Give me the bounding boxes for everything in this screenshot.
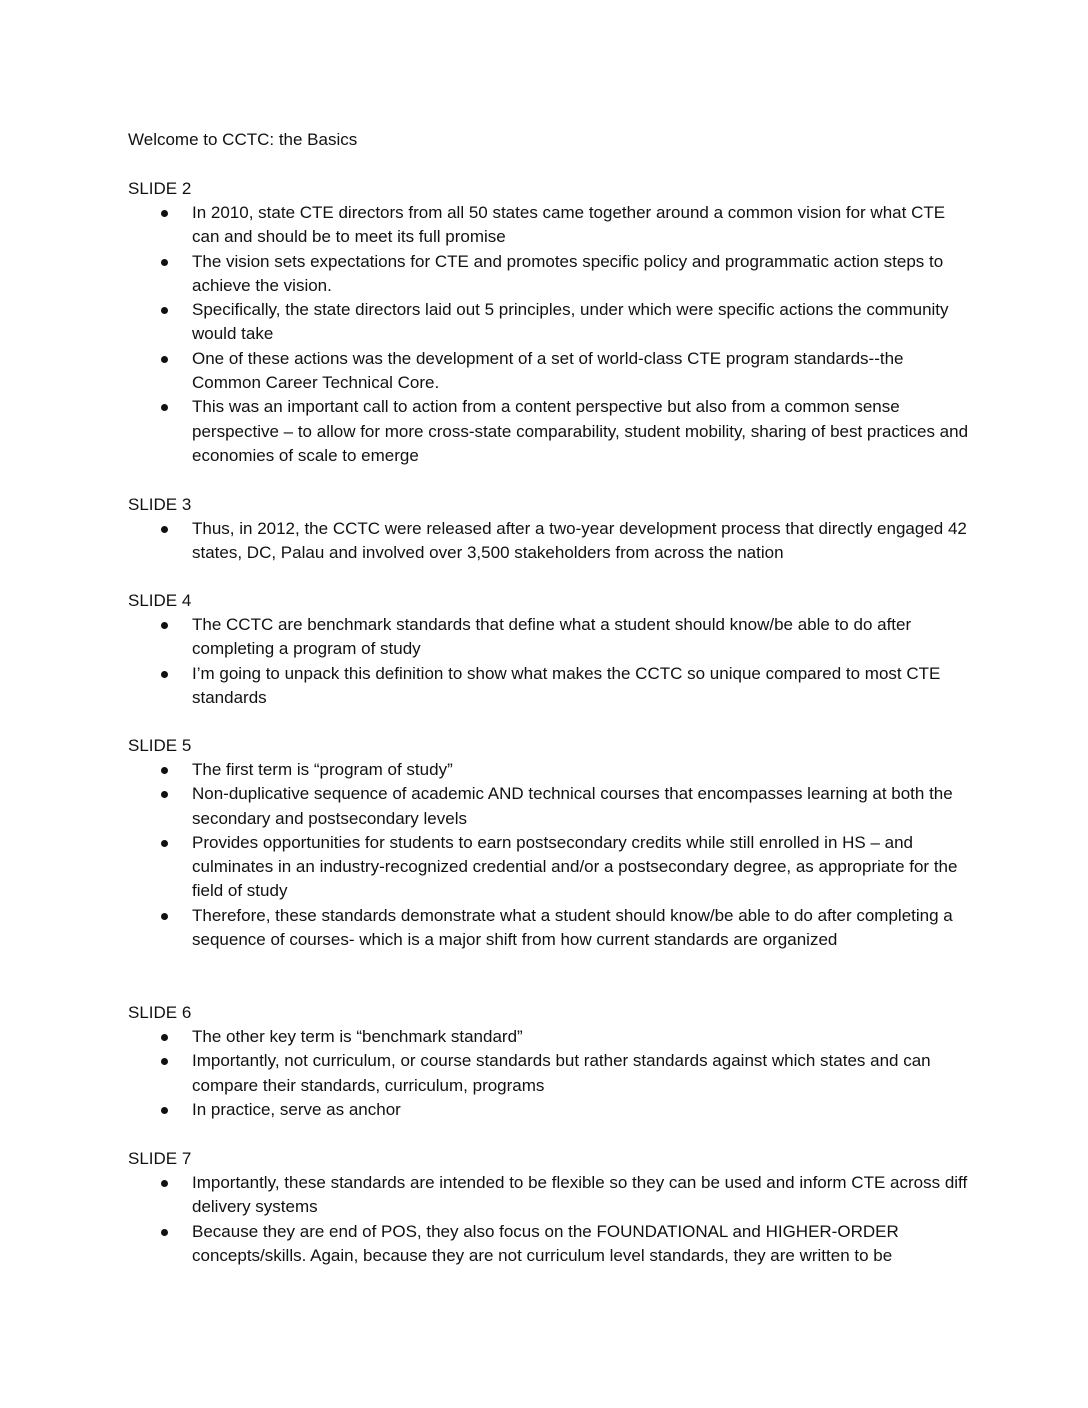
bullet-item: In 2010, state CTE directors from all 50 states came together around a common vision for what CTE can and should be to meet its full promise [192, 201, 972, 250]
bullet-item: Thus, in 2012, the CCTC were released after a two-year development process that directly engaged 42 states, DC, Palau and involved over 3,500 stakeholders from across the nation [192, 517, 972, 566]
bullet-list [192, 758, 972, 952]
document-title: Welcome to CCTC: the Basics [128, 130, 358, 149]
slide-heading: SLIDE 7 [128, 1149, 192, 1168]
bullet-list [192, 613, 972, 710]
bullet-item: The vision sets expectations for CTE and promotes specific policy and programmatic action steps to achieve the vision. [192, 250, 972, 299]
bullet-item: Provides opportunities for students to earn postsecondary credits while still enrolled in HS – and culminates in an industry-recognized credential and/or a postsecondary degree, as appropriate for the field of study [192, 831, 972, 904]
bullet-item: In practice, serve as anchor [192, 1098, 972, 1122]
slide-heading: SLIDE 6 [128, 1003, 192, 1022]
bullet-item: Importantly, these standards are intended to be flexible so they can be used and inform CTE across diff delivery systems [192, 1171, 972, 1220]
bullet-item: Specifically, the state directors laid out 5 principles, under which were specific actions the community would take [192, 298, 972, 347]
slide-heading: SLIDE 3 [128, 495, 192, 514]
bullet-list [192, 1025, 972, 1122]
bullet-item: I’m going to unpack this definition to show what makes the CCTC so unique compared to most CTE standards [192, 662, 972, 711]
slide-heading: SLIDE 5 [128, 736, 192, 755]
slide-heading: SLIDE 2 [128, 179, 192, 198]
bullet-item: Because they are end of POS, they also focus on the FOUNDATIONAL and HIGHER-ORDER concepts/skills. Again, because they are not curriculum level standards, they are written to be [192, 1220, 972, 1269]
bullet-item: Therefore, these standards demonstrate what a student should know/be able to do after completing a sequence of courses- which is a major shift from how current standards are organized [192, 904, 972, 953]
bullet-item: The other key term is “benchmark standard” [192, 1025, 972, 1049]
slide-heading: SLIDE 4 [128, 591, 192, 610]
bullet-item: This was an important call to action from a content perspective but also from a common sense perspective – to allow for more cross-state comparability, student mobility, sharing of best practices and economies of scale to emerge [192, 395, 972, 468]
bullet-list [192, 1171, 972, 1268]
bullet-item: The first term is “program of study” [192, 758, 972, 782]
bullet-item: Importantly, not curriculum, or course standards but rather standards against which states and can compare their standards, curriculum, programs [192, 1049, 972, 1098]
bullet-item: One of these actions was the development of a set of world-class CTE program standards--the Common Career Technical Core. [192, 347, 972, 396]
bullet-list [192, 201, 972, 468]
bullet-item: The CCTC are benchmark standards that define what a student should know/be able to do after completing a program of study [192, 613, 972, 662]
bullet-item: Non-duplicative sequence of academic AND technical courses that encompasses learning at both the secondary and postsecondary levels [192, 782, 972, 831]
bullet-list [192, 517, 972, 566]
